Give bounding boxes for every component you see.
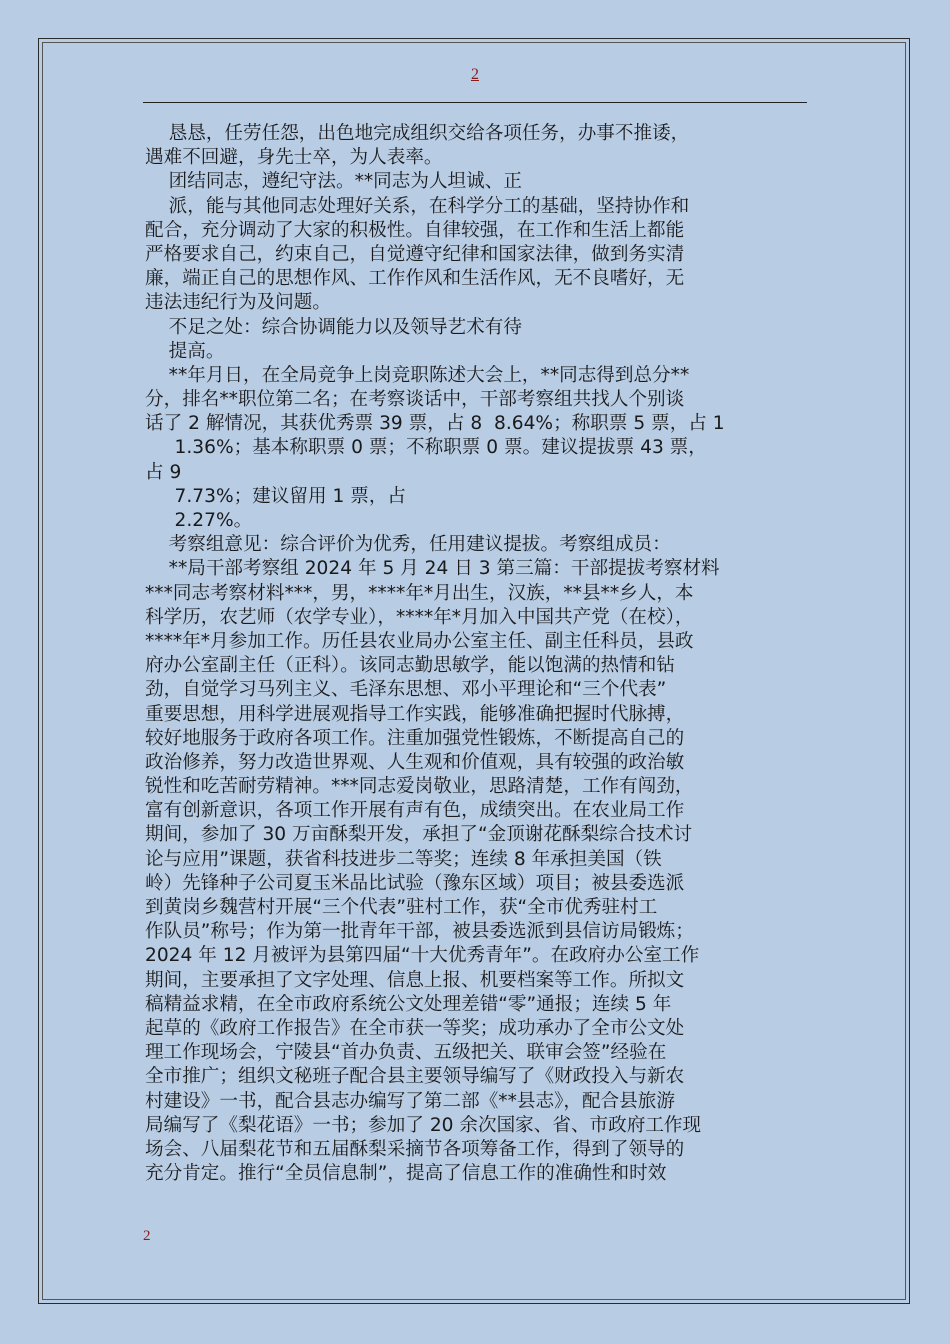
- body-line: **年月日，在全局竞争上岗竞职陈述大会上，**同志得到总分**: [145, 364, 690, 386]
- body-line: 占 9: [145, 461, 182, 483]
- body-line: 富有创新意识，各项工作开展有声有色，成绩突出。在农业局工作: [145, 800, 685, 822]
- body-line: ****年*月参加工作。历任县农业局办公室主任、副主任科员，县政: [145, 630, 694, 652]
- body-line: 话了 2 解情况，其获优秀票 39 票，占 8 8.64%；称职票 5 票，占 1: [145, 413, 725, 435]
- body-line: 派，能与其他同志处理好关系，在科学分工的基础，坚持协作和: [145, 195, 690, 217]
- body-line: 严格要求自己，约束自己，自觉遵守纪律和国家法律，做到务实清: [145, 243, 685, 265]
- body-line: 分，排名**职位第二名；在考察谈话中，干部考察组共找人个别谈: [145, 389, 685, 411]
- body-line: 配合，充分调动了大家的积极性。自律较强，在工作和生活上都能: [145, 219, 685, 241]
- header-rule: [143, 102, 807, 103]
- body-line: 遇难不回避，身先士卒，为人表率。: [145, 147, 443, 169]
- body-line: 提高。: [145, 340, 225, 362]
- footer-page-number: 2: [143, 1228, 151, 1244]
- body-line: 考察组意见：综合评价为优秀，任用建议提拔。考察组成员：: [145, 534, 671, 556]
- body-line: 充分肯定。推行“全员信息制”，提高了信息工作的准确性和时效: [145, 1163, 667, 1185]
- body-line: **局干部考察组 2024 年 5 月 24 日 3 第三篇：干部提拔考察材料: [145, 558, 720, 580]
- body-line: 到黄岗乡魏营村开展“三个代表”驻村工作，获“全市优秀驻村工: [145, 897, 658, 918]
- body-line: 府办公室副主任（正科）。该同志勤思敏学，能以饱满的热情和钻: [145, 655, 675, 677]
- body-line: 2.27%。: [145, 510, 253, 531]
- body-line: 恳恳，任劳任怨，出色地完成组织交给各项任务，办事不推诿，: [145, 123, 690, 144]
- body-line: 政治修养，努力改造世界观、人生观和价值观，具有较强的政治敏: [145, 751, 685, 773]
- body-line: 科学历，农艺师（农学专业），****年*月加入中国共产党（在校），: [145, 606, 694, 628]
- header-page-number: 2: [471, 66, 479, 83]
- body-line: 重要思想，用科学进展观指导工作实践，能够准确把握时代脉搏，: [145, 703, 685, 725]
- body-line: 全市推广；组织文秘班子配合县主要领导编写了《财政投入与新农: [145, 1066, 685, 1088]
- body-line: 期间，参加了 30 万亩酥梨开发，承担了“金顶谢花酥梨综合技术讨: [145, 824, 693, 846]
- body-line: 7.73%；建议留用 1 票，占: [145, 485, 407, 507]
- body-line: 劲，自觉学习马列主义、毛泽东思想、邓小平理论和“三个代表”: [145, 679, 667, 701]
- body-line: 1.36%；基本称职票 0 票；不称职票 0 票。建议提拔票 43 票，: [145, 437, 707, 459]
- body-line: 作队员”称号；作为第一批青年干部，被县委选派到县信访局锻炼；: [145, 921, 694, 943]
- body-line: 廉，端正自己的思想作风、工作作风和生活作风，无不良嗜好，无: [145, 268, 685, 290]
- body-line: ***同志考察材料***，男，****年*月出生，汉族，**县**乡人，本: [145, 582, 694, 604]
- body-line: 团结同志，遵纪守法。**同志为人坦诚、正: [145, 171, 522, 193]
- body-line: 场会、八届梨花节和五届酥梨采摘节各项筹备工作，得到了领导的: [145, 1138, 685, 1160]
- body-line: 论与应用”课题，获省科技进步二等奖；连续 8 年承担美国（铁: [145, 848, 662, 870]
- body-line: 稿精益求精，在全市政府系统公文处理差错“零”通报；连续 5 年: [145, 993, 672, 1015]
- body-line: 较好地服务于政府各项工作。注重加强党性锻炼，不断提高自己的: [145, 727, 685, 749]
- body-line: 起草的《政府工作报告》在全市获一等奖；成功承办了全市公文处: [145, 1017, 685, 1039]
- body-line: 违法违纪行为及问题。: [145, 292, 331, 314]
- body-line: 期间，主要承担了文字处理、信息上报、机要档案等工作。所拟文: [145, 969, 685, 991]
- document-body: [145, 122, 813, 1186]
- body-line: 岭）先锋种子公司夏玉米品比试验（豫东区域）项目；被县委选派: [145, 872, 685, 894]
- body-line: 不足之处：综合协调能力以及领导艺术有待: [145, 316, 522, 338]
- body-line: 理工作现场会，宁陵县“首办负责、五级把关、联审会签”经验在: [145, 1042, 667, 1064]
- body-line: 2024 年 12 月被评为县第四届“十大优秀青年”。在政府办公室工作: [145, 945, 700, 967]
- body-line: 村建设》一书，配合县志办编写了第二部《**县志》，配合县旅游: [145, 1090, 675, 1112]
- body-line: 局编写了《梨花语》一书；参加了 20 余次国家、省、市政府工作现: [145, 1114, 702, 1136]
- body-line: 锐性和吃苦耐劳精神。***同志爱岗敬业，思路清楚，工作有闯劲，: [145, 776, 694, 798]
